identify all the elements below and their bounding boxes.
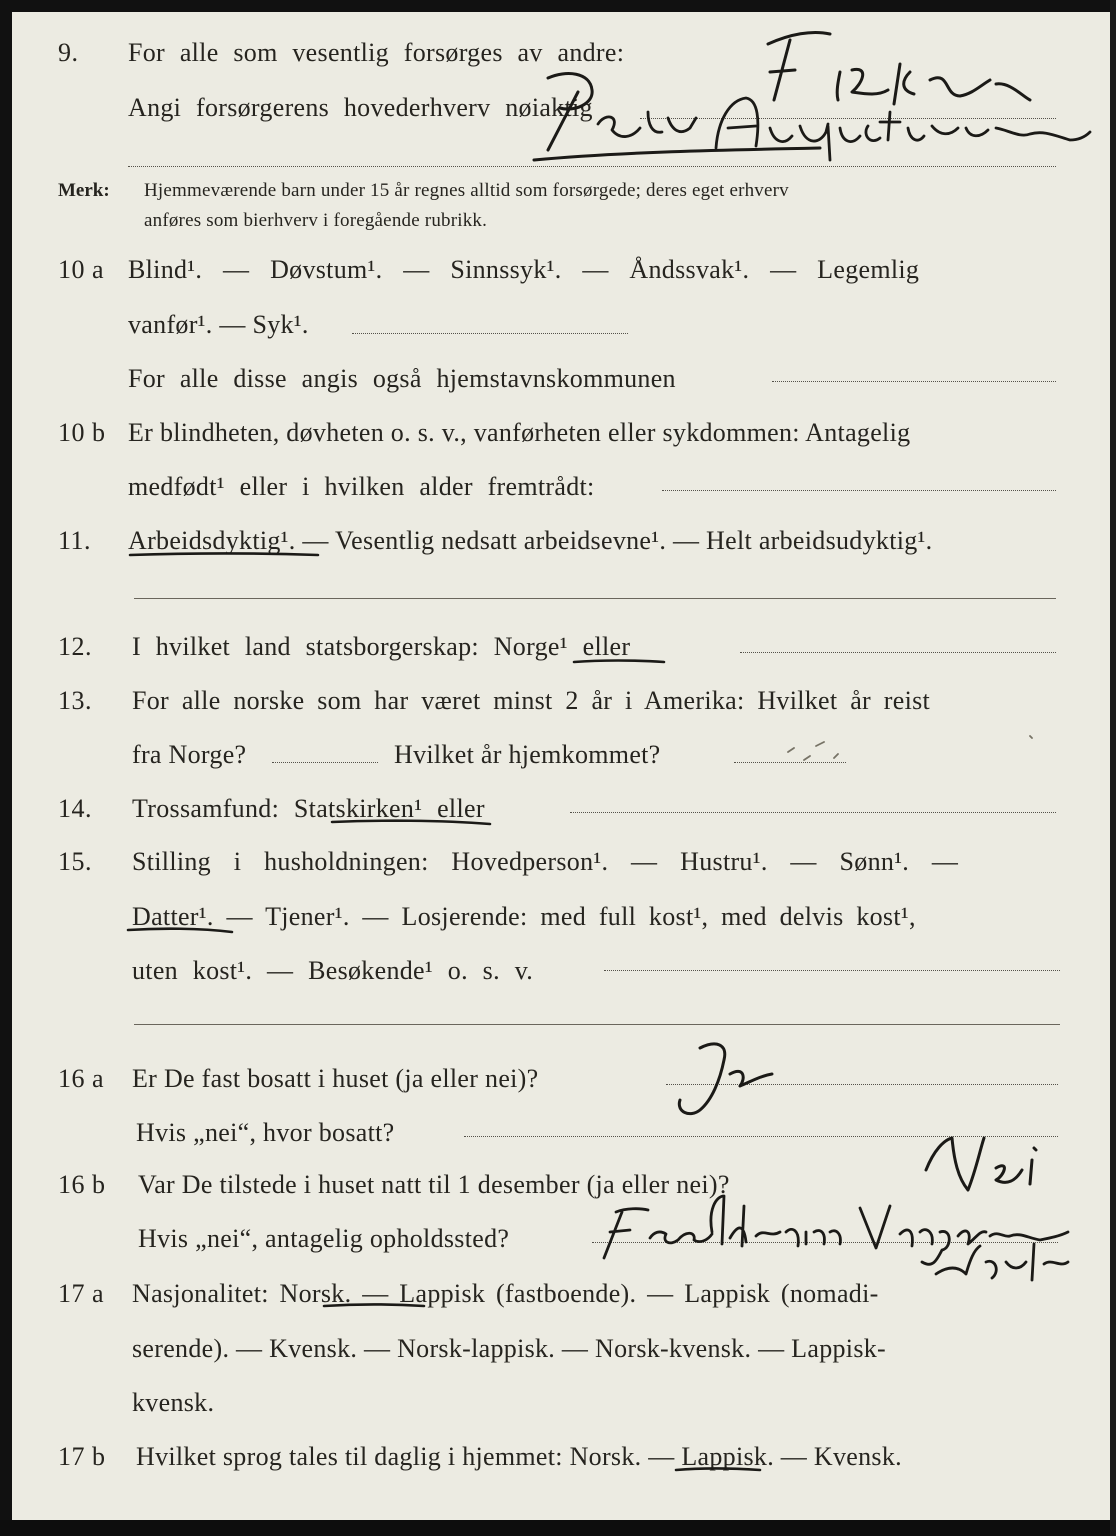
scan-border-top	[0, 0, 1116, 12]
merk-line-2: anføres som bierhverv i foregående rubrikk.	[144, 210, 488, 231]
question-12-number: 12.	[58, 632, 92, 661]
question-17a-line-2: serende). — Kvensk. — Norsk-lappisk. — Norsk-kvensk. — Lappisk-	[132, 1334, 886, 1363]
question-14-line-1: Trossamfund: Statskirken¹ eller	[132, 794, 485, 823]
question-12-line-1: I hvilket land statsborgerskap: Norge¹ eller	[132, 632, 631, 661]
question-10b-answer-line	[662, 490, 1056, 491]
question-9-line-2: Angi forsørgerens hovederhverv nøiaktig	[128, 93, 593, 122]
question-17b-number: 17 b	[58, 1442, 106, 1471]
question-16b-place-line	[592, 1242, 1058, 1243]
question-15-line-2: Datter¹. — Tjener¹. — Losjerende: med full kost¹, med delvis kost¹,	[132, 902, 916, 931]
question-15-line-1: Stilling i husholdningen: Hovedperson¹. — Hustru¹. — Sønn¹. —	[132, 847, 959, 876]
question-10a-answer-line	[352, 333, 628, 334]
handwriting-fisker-strokes	[768, 32, 830, 100]
question-15-answer-line	[604, 970, 1060, 971]
question-15-number: 15.	[58, 847, 92, 876]
question-10a-line-2: vanfør¹. — Syk¹.	[128, 310, 309, 339]
question-16b-line-1: Var De tilstede i huset natt til 1 desember (ja eller nei)?	[138, 1170, 730, 1199]
question-13-line-2b: Hvilket år hjemkommet?	[394, 740, 661, 769]
question-16a-answer-line	[666, 1084, 1058, 1085]
question-13-line-2a: fra Norge?	[132, 740, 247, 769]
question-10a-number: 10 a	[58, 255, 105, 284]
question-10b-line-1: Er blindheten, døvheten o. s. v., vanførheten eller sykdommen: Antagelig	[128, 418, 911, 447]
question-16b-line-2: Hvis „nei“, antagelig opholdssted?	[138, 1224, 510, 1253]
question-10b-line-2: medfødt¹ eller i hvilken alder fremtrådt:	[128, 472, 595, 501]
question-9-number: 9.	[58, 38, 79, 67]
question-17a-number: 17 a	[58, 1279, 105, 1308]
question-13-return-line	[734, 762, 846, 763]
question-16a-line-2: Hvis „nei“, hvor bosatt?	[136, 1118, 395, 1147]
scan-border-right	[1110, 0, 1116, 1536]
question-17b-line-1: Hvilket sprog tales til daglig i hjemmet: Norsk. — Lappisk. — Kvensk.	[136, 1442, 902, 1471]
question-11-rule	[134, 598, 1056, 599]
handwriting-peder-rest	[598, 112, 696, 137]
handwriting-fredheim	[604, 1196, 840, 1258]
question-13-number: 13.	[58, 686, 92, 715]
question-10a-line-1: Blind¹. — Døvstum¹. — Sinnssyk¹. — Åndssvak¹. — Legemlig	[128, 255, 920, 284]
question-14-answer-line	[570, 812, 1056, 813]
handwriting-fisker-tail	[837, 64, 1030, 104]
question-14-number: 14.	[58, 794, 92, 823]
handwriting-skole	[936, 1244, 1068, 1280]
scan-border-bottom	[0, 1520, 1116, 1536]
handwriting-name-underline	[534, 148, 820, 160]
question-9-answer-line-2	[128, 166, 1056, 167]
question-10a-hometown-line	[772, 381, 1056, 382]
question-17a-line-3: kvensk.	[132, 1388, 215, 1417]
handwriting-vangdane	[860, 1206, 1068, 1264]
question-15-line-3: uten kost¹. — Besøkende¹ o. s. v.	[132, 956, 534, 985]
question-13-line-1: For alle norske som har været minst 2 år i Amerika: Hvilket år reist	[132, 686, 931, 715]
question-10b-number: 10 b	[58, 418, 106, 447]
question-9-answer-line	[640, 118, 1056, 119]
handwriting-ja	[679, 1044, 772, 1114]
question-10a-line-3: For alle disse angis også hjemstavnskommunen	[128, 364, 676, 393]
handwriting-augustinsen-strokes	[716, 98, 1090, 160]
question-16b-number: 16 b	[58, 1170, 106, 1199]
question-17a-line-1: Nasjonalitet: Norsk. — Lappisk (fastboende). — Lappisk (nomadi-	[132, 1279, 879, 1308]
question-15-rule	[134, 1024, 1060, 1025]
merk-label: Merk:	[58, 180, 110, 201]
question-12-answer-line	[740, 652, 1056, 653]
question-16a-line-1: Er De fast bosatt i huset (ja eller nei)?	[132, 1064, 539, 1093]
handwriting-nei	[926, 1138, 1036, 1190]
question-11-number: 11.	[58, 526, 92, 555]
question-16a-number: 16 a	[58, 1064, 105, 1093]
faint-marks	[788, 736, 1032, 760]
question-13-departure-line	[272, 762, 378, 763]
scan-border-left	[0, 0, 12, 1536]
question-11-line-1: Arbeidsdyktig¹. — Vesentlig nedsatt arbeidsevne¹. — Helt arbeidsudyktig¹.	[128, 526, 933, 555]
question-9-line-1: For alle som vesentlig forsørges av andre:	[128, 38, 625, 67]
question-16a-residence-line	[464, 1136, 1058, 1137]
merk-line-1: Hjemmeværende barn under 15 år regnes alltid som forsørgede; deres eget erhverv	[144, 180, 789, 201]
